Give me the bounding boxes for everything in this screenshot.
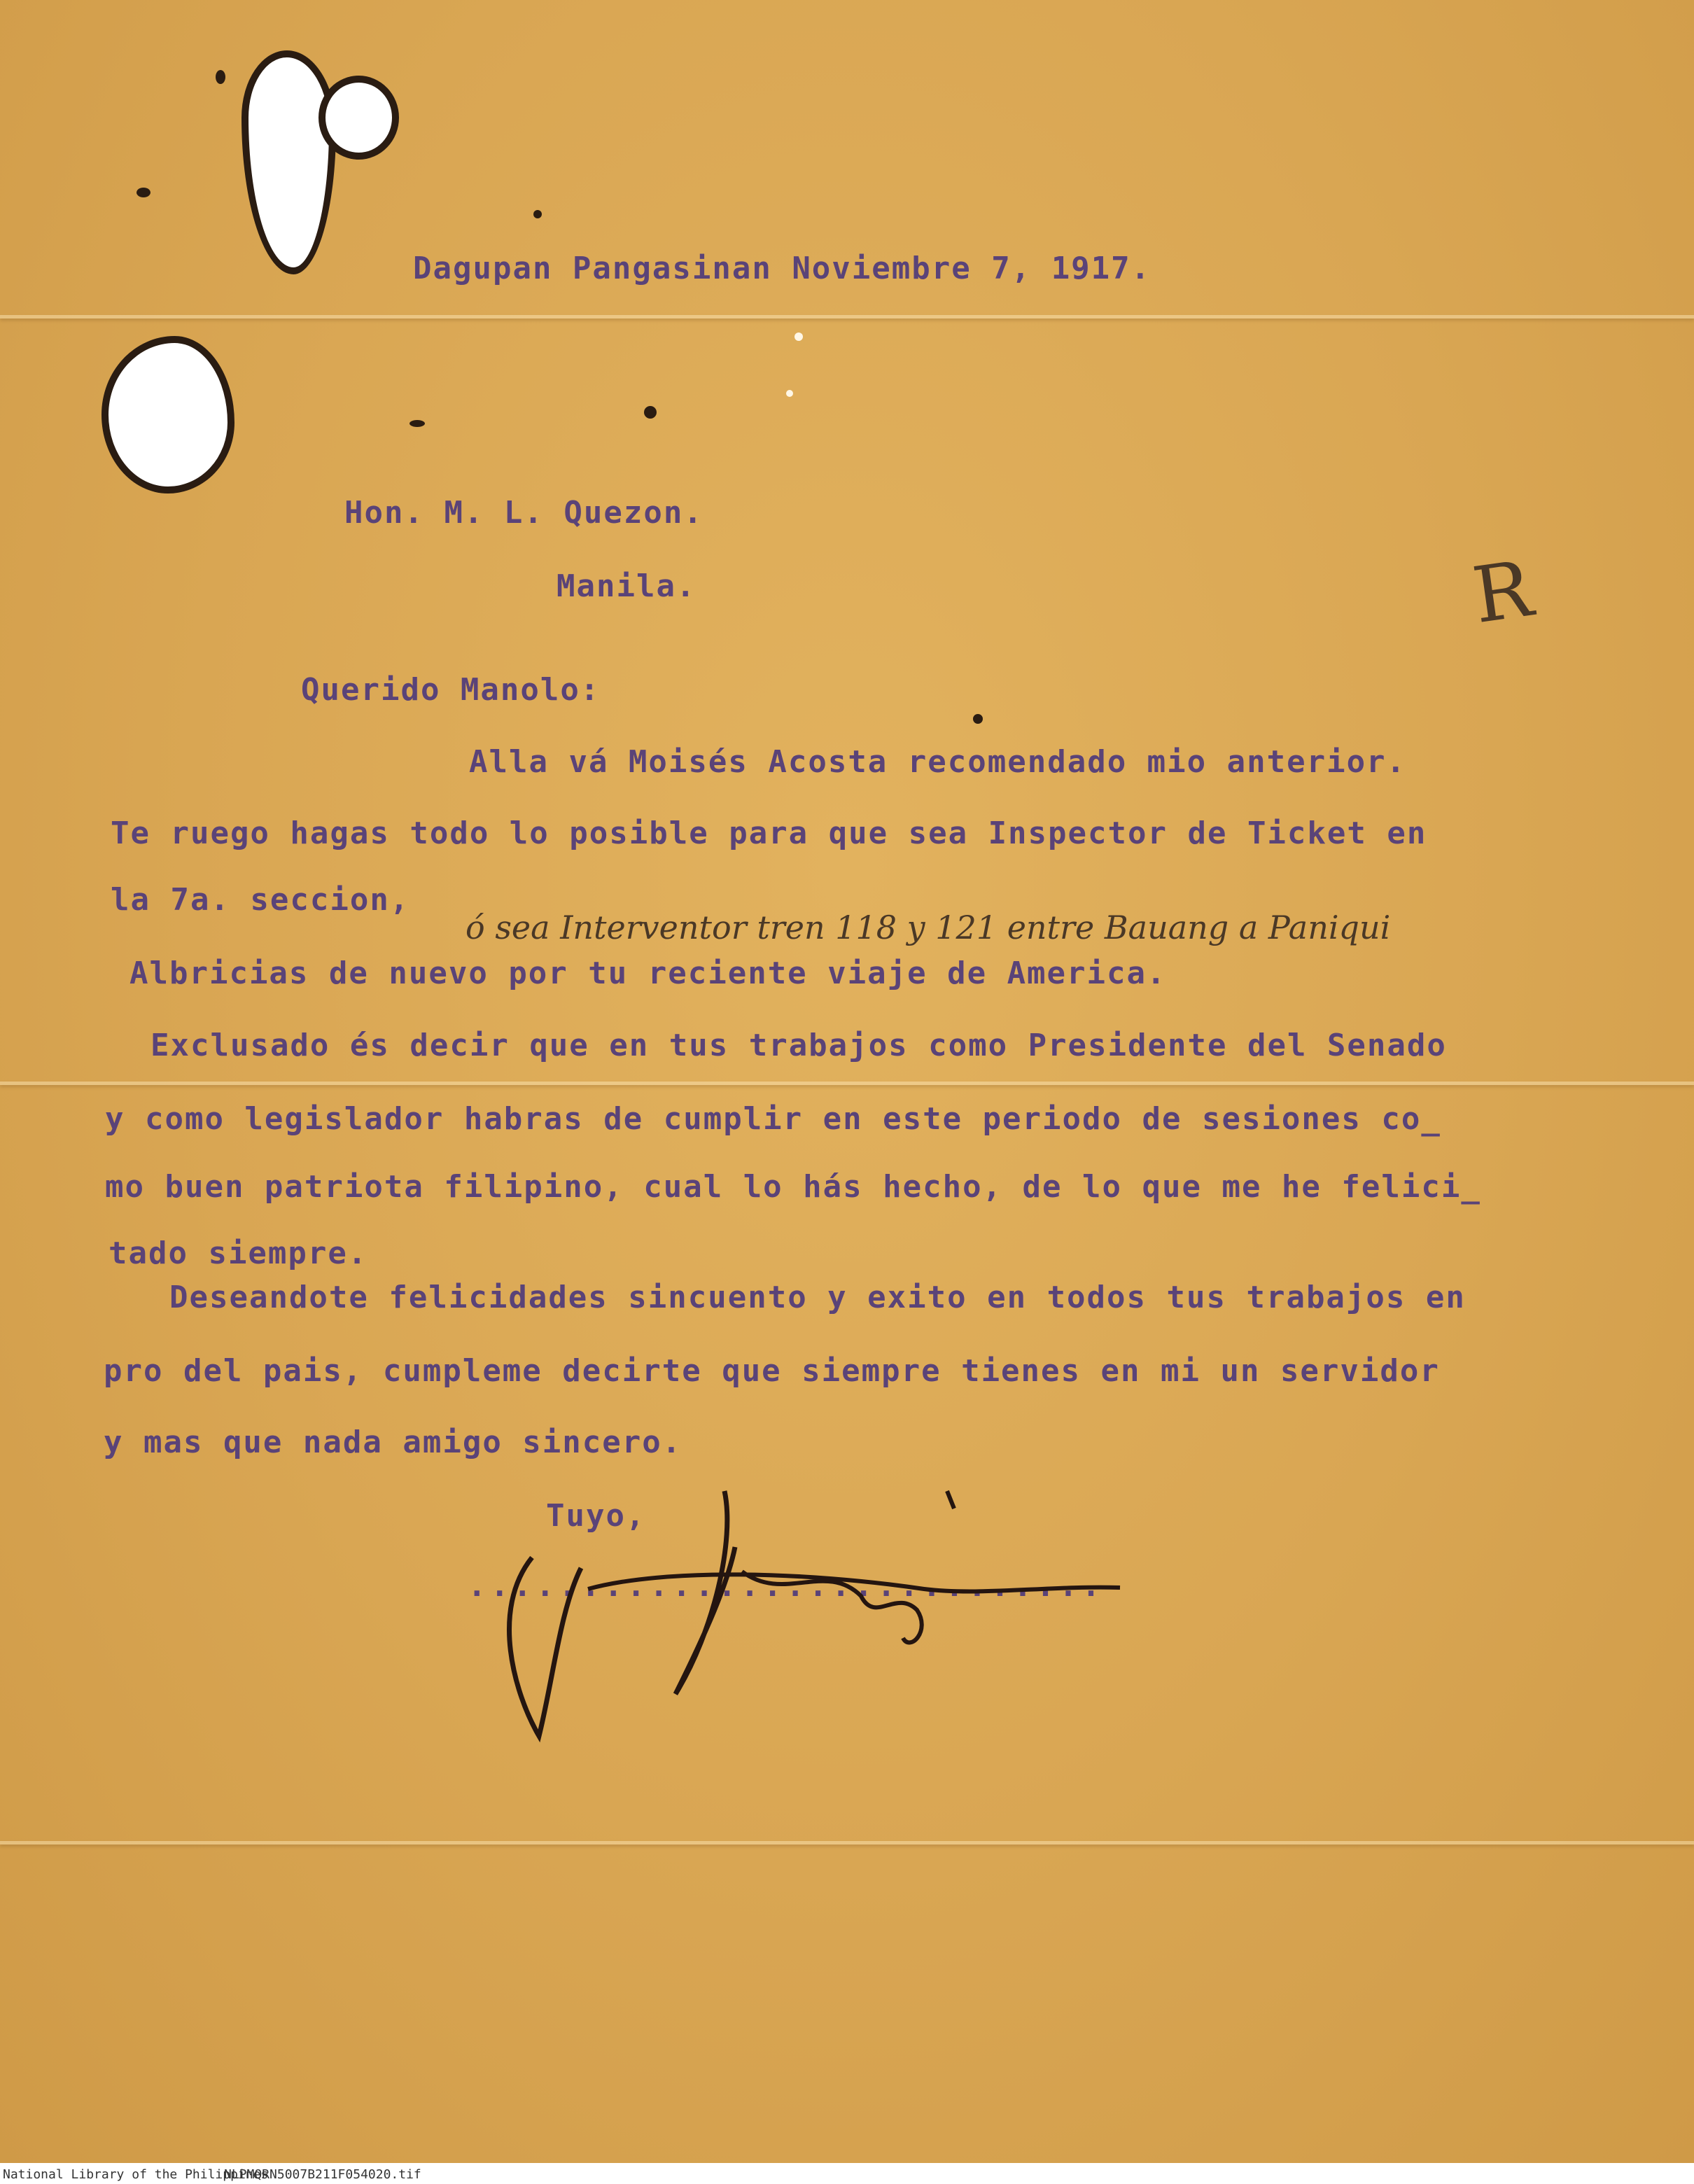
signature-stroke — [510, 1558, 581, 1736]
body-line: y como legislador habras de cumplir en este periodo de sesiones co_ — [105, 1101, 1441, 1137]
salutation: Querido Manolo: — [301, 672, 601, 708]
body-line: tado siempre. — [108, 1236, 368, 1271]
handwritten-addition: ó sea Interventor tren 118 y 121 entre Bauang a Paniqui — [465, 909, 1391, 946]
body-line: Albricias de nuevo por tu reciente viaje de America. — [130, 955, 1167, 991]
body-line: la 7a. seccion, — [111, 882, 410, 918]
body-line: Alla vá Moisés Acosta recomendado mio anterior. — [469, 744, 1407, 780]
footer-library: National Library of the Philippines — [3, 2167, 269, 2182]
signature-text — [784, 1539, 858, 1562]
margin-mark: R — [1467, 543, 1538, 641]
signature-stroke — [742, 1572, 922, 1642]
body-line: Exclusado és decir que en tus trabajos como Presidente del Senado — [150, 1028, 1447, 1063]
dateline: Dagupan Pangasinan Noviembre 7, 1917. — [413, 251, 1152, 286]
body-line: pro del pais, cumpleme decirte que siempre tienes en mi un servidor — [104, 1353, 1440, 1389]
closing: Tuyo, — [546, 1498, 646, 1534]
signature-line: ............................ — [468, 1568, 1105, 1604]
footer-file-id: NLPMQRN5007B211F054020.tif — [224, 2167, 421, 2182]
body-line: Deseandote felicidades sincuento y exito en todos tus trabajos en — [169, 1280, 1466, 1315]
signature-stroke — [676, 1491, 735, 1694]
accent-mark — [947, 1491, 954, 1508]
recipient-name: Hon. M. L. Quezon. — [344, 495, 704, 531]
body-line: Te ruego hagas todo lo posible para que sea Inspector de Ticket en — [111, 816, 1427, 851]
body-line: mo buen patriota filipino, cual lo hás hecho, de lo que me he felici_ — [105, 1169, 1481, 1205]
body-line: y mas que nada amigo sincero. — [104, 1424, 682, 1460]
recipient-city: Manila. — [556, 568, 696, 604]
